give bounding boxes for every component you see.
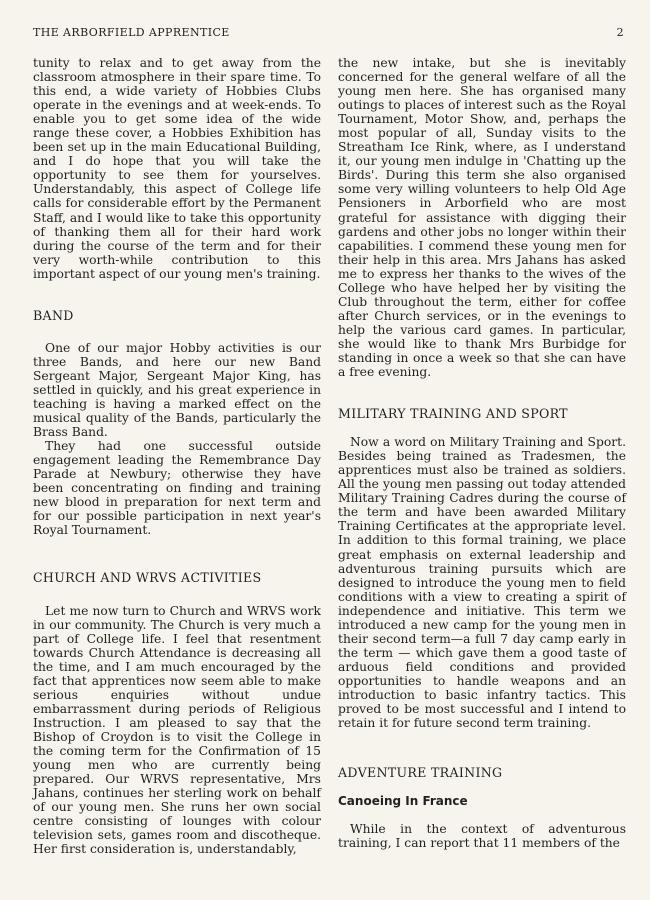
intro-paragraph: tunity to relax and to get away from the classroom atmosphere in their spare time. To this end, a wide variety of Hobbies Clubs operate in the evenings and at week-ends. To enable you to get some idea of the wide range these cover, a Hobbies Exhibition has been set up in the main Educational Building, and I do hope that you will take the opportunity to see them for yourselves. Understandably, this aspect of College life calls for considerable effort by the Permanent Staff, and I would like to take this opportunity of thanking them all for their hard work during the course of the term and for their very worth-while contribution to this important aspect of our young men's training.	[33, 56, 321, 281]
church-heading: CHURCH AND WRVS ACTIVITIES	[33, 570, 262, 586]
left-column	[33, 56, 321, 856]
military-paragraph-1: Now a word on Military Training and Sport. Besides being trained as Tradesmen, the apprentices must also be trained as soldiers. All the young men passing out today attended Military Training Cadres during the course of the term and have been awarded Military Training Certificates at the appropriate level. In addition to this formal training, we place great emphasis on external leadership and adventurous training pursuits which are designed to introduce the young men to field conditions with a view to creating a spirit of independence and initiative. This term we introduced a new camp for the young men in their second term—a full 7 day camp early in the term — which gave them a good taste of arduous field conditions and provided opportunities to handle weapons and an introduction to basic infantry tactics. This proved to be most successful and I intend to retain it for future second term training.	[338, 435, 626, 731]
church-paragraph-1: Let me now turn to Church and WRVS work in our community. The Church is very much a part of College life. I feel that resentment towards Church Attendance is decreasing all the time, and I am much encouraged by the fact that apprentices now seem able to make serious enquiries without undue embarrassment during periods of Religious Instruction. I am pleased to say that the Bishop of Croydon is to visit the College in the coming term for the Confirmation of 15 young men who are currently being prepared. Our WRVS representative, Mrs Jahans, continues her sterling work on behalf of our young men. She runs her own social centre consisting of lounges with colour television sets, games room and discotheque. Her first consideration is, understandably,	[33, 603, 321, 857]
page-header	[33, 26, 624, 39]
right-column	[338, 56, 626, 850]
wrvs-continuation-paragraph: the new intake, but she is inevitably concerned for the general welfare of all the young men here. She has organised many outings to places of interest such as the Royal Tournament, Motor Show, and, perhaps the most popular of all, Sunday visits to the Streatham Ice Rink, where, as I understand it, our young men indulge in 'Chatting up the Birds'. During this term she also organised some very willing volunteers to help Old Age Pensioners in Arborfield who are most grateful for assistance with digging their gardens and other jobs no longer within their capabilities. I commend these young men for their help in this area. Mrs Jahans has asked me to express her thanks to the wives of the College who have helped her by visiting the Club throughout the term, either for coffee after Church services, or in the evenings to help the various card games. In particular, she would like to thank Mrs Burbidge for standing in once a week so that she can have a free evening.	[338, 56, 626, 380]
band-paragraph-2: They had one successful outside engagement leading the Remembrance Day Parade at Newbury; otherwise they have been concentrating on finding and training new blood in preparation for next term and for our possible participation in next year's Royal Tournament.	[33, 439, 321, 538]
page-number: 2	[616, 26, 624, 39]
military-heading: MILITARY TRAINING AND SPORT	[338, 406, 568, 422]
canoeing-subheading: Canoeing In France	[338, 794, 468, 809]
band-heading: BAND	[33, 307, 74, 323]
adventure-paragraph-1: While in the context of adventurous training, I can report that 11 members of the	[338, 822, 626, 851]
band-paragraph-1: One of our major Hobby activities is our three Bands, and here our new Band Sergeant Major, Sergeant Major King, has settled in quickly, and his great experience in teaching is having a marked effect on the musical quality of the Bands, particularly the Brass Band.	[33, 340, 321, 440]
publication-title: THE ARBORFIELD APPRENTICE	[33, 26, 230, 39]
adventure-heading: ADVENTURE TRAINING	[338, 765, 503, 781]
